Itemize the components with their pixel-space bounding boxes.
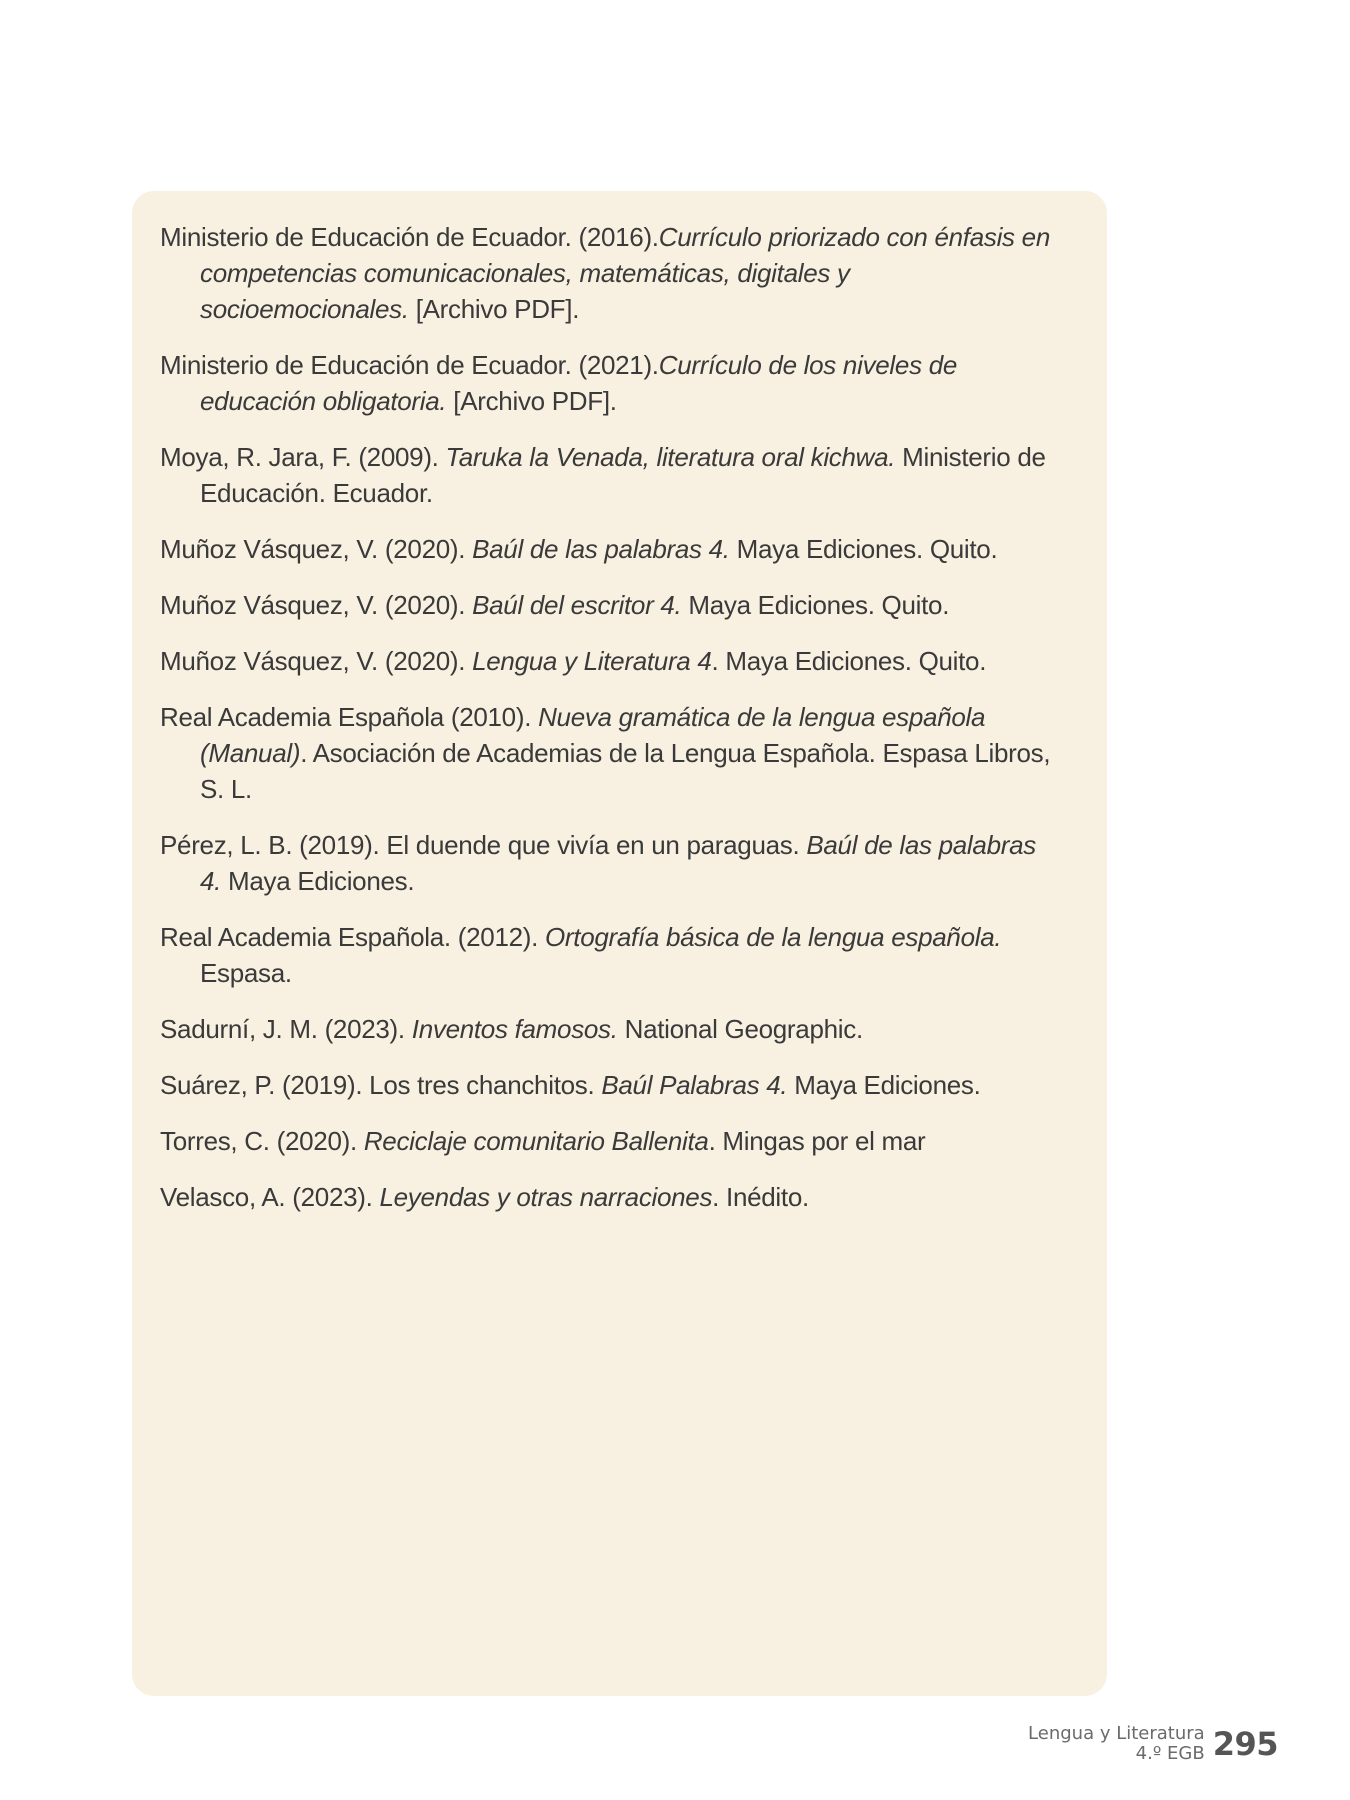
reference-rest: Maya Ediciones. Quito. [729,534,998,564]
reference-item [160,699,1060,807]
footer-grade: 4.º EGB [1135,1743,1205,1764]
reference-work: Baúl Palabras 4. [601,1070,788,1100]
reference-rest: National Geographic. [617,1014,863,1044]
reference-item [160,919,1060,991]
bibliography-list [160,219,1060,1235]
page-number: 295 [1212,1725,1278,1763]
reference-rest: . Inédito. [712,1182,809,1212]
reference-author: Real Academia Española. (2012). [160,922,545,952]
reference-author: Muñoz Vásquez, V. (2020). [160,590,473,620]
reference-rest: . Asociación de Academias de la Lengua Española. Espasa Libros, S. L. [200,738,1051,804]
reference-work: Baúl de las palabras 4. [472,534,730,564]
reference-work: Currículo priorizado con énfasis en competencias comunicacionales, matemáticas, digitales y socioemocionales. [200,222,1050,324]
reference-work: Currículo de los niveles de educación obligatoria. [200,350,958,416]
reference-rest: [Archivo PDF]. [446,386,617,416]
reference-work: Nueva gramática de la lengua española (Manual) [200,702,986,768]
reference-author: Suárez, P. (2019). Los tres chanchitos. [160,1070,602,1100]
reference-rest: Maya Ediciones. [221,866,415,896]
reference-rest: Maya Ediciones. [787,1070,981,1100]
reference-item [160,1123,1060,1159]
reference-author: Pérez, L. B. (2019). El duende que vivía en un paraguas. [160,830,807,860]
reference-work: Ortografía básica de la lengua española. [544,922,1002,952]
reference-rest: Ministerio de Educación. Ecuador. [200,442,1046,508]
reference-item [160,587,1060,623]
reference-item [160,531,1060,567]
reference-rest: [Archivo PDF]. [408,294,580,324]
reference-author: Muñoz Vásquez, V. (2020). [160,646,473,676]
reference-work: Taruka la Venada, literatura oral kichwa. [445,442,896,472]
footer-subject: Lengua y Literatura [1028,1723,1205,1744]
reference-author: Sadurní, J. M. (2023). [160,1014,412,1044]
reference-work: Baúl del escritor 4. [472,590,682,620]
reference-item [160,643,1060,679]
reference-rest: Espasa. [200,958,292,988]
reference-item [160,1067,1060,1103]
reference-work: Reciclaje comunitario Ballenita [363,1126,709,1156]
reference-work: Baúl de las palabras 4. [200,830,1036,896]
reference-work: Lengua y Literatura 4 [472,646,712,676]
reference-item [160,219,1060,327]
reference-work: Inventos famosos. [411,1014,618,1044]
reference-work: Leyendas y otras narraciones [379,1182,713,1212]
reference-item [160,1179,1060,1215]
reference-author: Velasco, A. (2023). [160,1182,380,1212]
reference-author: Moya, R. Jara, F. (2009). [160,442,446,472]
reference-rest: . Mingas por el mar [708,1126,926,1156]
reference-rest: Maya Ediciones. Quito. [681,590,950,620]
footer-label [1028,1724,1205,1764]
reference-author: Muñoz Vásquez, V. (2020). [160,534,473,564]
reference-item [160,347,1060,419]
reference-item [160,827,1060,899]
reference-author: Ministerio de Educación de Ecuador. (2016). [160,222,659,252]
reference-author: Ministerio de Educación de Ecuador. (2021). [160,350,659,380]
reference-rest: . Maya Ediciones. Quito. [711,646,987,676]
page-footer [1028,1722,1278,1766]
reference-item [160,439,1060,511]
bibliography-panel [132,191,1107,1696]
reference-item [160,1011,1060,1047]
reference-author: Real Academia Española (2010). [160,702,539,732]
reference-author: Torres, C. (2020). [160,1126,364,1156]
